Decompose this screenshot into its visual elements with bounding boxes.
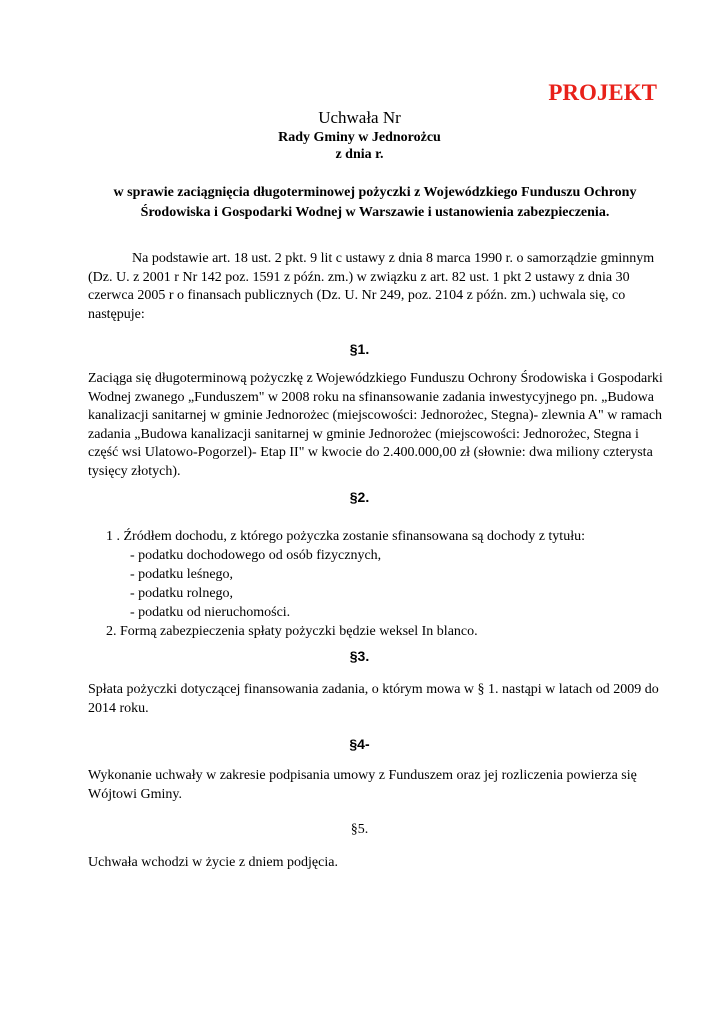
section-4-heading: §4-: [349, 736, 370, 752]
section-1-heading: §1.: [349, 341, 370, 357]
list-item: - podatku dochodowego od osób fizycznych,: [130, 548, 382, 563]
subject-line: w sprawie zaciągnięcia długoterminowej pożyczki z Wojewódzkiego Funduszu Ochrony: [113, 185, 637, 200]
resolution-title: Uchwała Nr: [318, 108, 401, 127]
list-item: - podatku leśnego,: [130, 567, 234, 582]
list-item: - podatku rolnego,: [130, 586, 234, 601]
list-item: 2. Formą zabezpieczenia spłaty pożyczki będzie weksel In blanco.: [106, 624, 478, 639]
section-3-heading: §3.: [349, 648, 370, 664]
resolution-date: z dnia r.: [335, 147, 384, 162]
section-1-text: Zaciąga się długoterminową pożyczkę z Wojewódzkiego Funduszu Ochrony Środowiska i Gospodarki Wodnej zwanego „Funduszem" w 2008 roku na sfinansowanie zadania inwestycyjnego pn. „Budowa kanalizacji sanitarnej w gminie Jednorożec (miejscowości: Jednorożec, Stegna)- zlewnia A" w ramach zadania „Budowa kanalizacji sanitarnej w gminie Jednorożec (miejscowości: Jednorożec, Stegna i część wsi Ulatowo-Pogorzel)- Etap II" w kwocie do 2.400.000,00 zł (słownie: dwa miliony czterysta tysięcy złotych).: [88, 371, 663, 479]
section-3-text: Spłata pożyczki dotyczącej finansowania zadania, o którym mowa w § 1. nastąpi w latach od 2009 do 2014 roku.: [88, 682, 659, 716]
list-item: 1 . Źródłem dochodu, z którego pożyczka zostanie sfinansowana są dochody z tytułu:: [106, 529, 585, 544]
resolution-subject: [90, 183, 660, 223]
legal-basis-paragraph: Na podstawie art. 18 ust. 2 pkt. 9 lit c ustawy z dnia 8 marca 1990 r. o samorządzie gminnym (Dz. U. z 2001 r Nr 142 poz. 1591 z późn. zm.) w związku z art. 82 ust. 1 pkt 2 ustawy z dnia 30 czerwca 2005 r o finansach publicznych (Dz. U. Nr 249, poz. 2104 z późn. zm.) uchwala się, co następuje:: [88, 251, 655, 322]
subject-line: Środowiska i Gospodarki Wodnej w Warszawie i ustanowienia zabezpieczenia.: [140, 205, 610, 220]
council-name: Rady Gminy w Jednorożcu: [278, 130, 441, 145]
section-5-text: Uchwała wchodzi w życie z dniem podjęcia.: [88, 855, 338, 870]
section-2-list: [106, 527, 666, 641]
section-4-text: Wykonanie uchwały w zakresie podpisania umowy z Funduszem oraz jej rozliczenia powierza się Wójtowi Gminy.: [88, 768, 637, 802]
projekt-stamp: PROJEKT: [548, 80, 657, 105]
list-item: - podatku od nieruchomości.: [130, 605, 291, 620]
section-2-heading: §2.: [349, 489, 370, 505]
section-5-heading: §5.: [350, 822, 369, 837]
